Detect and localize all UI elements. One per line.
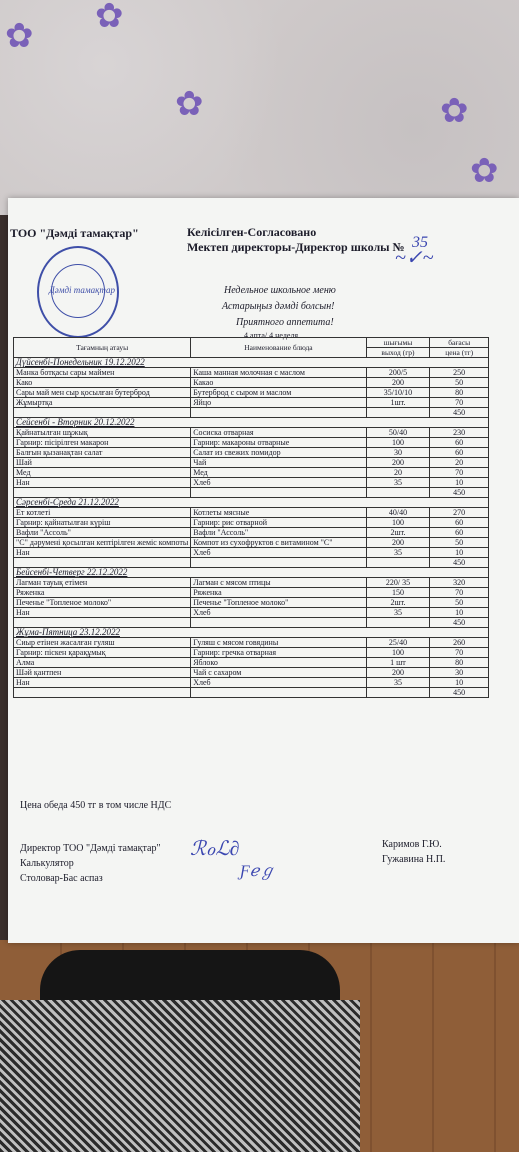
cell-ru-name: Лагман с мясом птицы: [191, 578, 366, 588]
cell-ru-name: Гарнир: гречка отварная: [191, 648, 366, 658]
table-row: [14, 638, 489, 648]
day-header-row: [14, 568, 489, 578]
cell-price: 70: [430, 468, 489, 478]
table-row: [14, 388, 489, 398]
cell-price: 270: [430, 508, 489, 518]
cell-yield: 100: [366, 648, 430, 658]
cell-price: 80: [430, 388, 489, 398]
cell-yield: 35: [366, 548, 430, 558]
cell-ru-name: [191, 558, 366, 568]
day-title: Бейсенбі-Четверг 22.12.2022: [14, 568, 489, 578]
cell-yield: 50/40: [366, 428, 430, 438]
cell-kz-name: Гарнир: қайнатылған күріш: [14, 518, 191, 528]
director-footer: Директор ТОО "Дәмді тамақтар": [20, 843, 161, 854]
table-row: [14, 428, 489, 438]
cell-kz-name: Печенье "Топленое молоко": [14, 598, 191, 608]
cell-price: 450: [430, 488, 489, 498]
cell-price: 450: [430, 408, 489, 418]
day-title: Жұма-Пятница 23.12.2022: [14, 628, 489, 638]
curtain-background: [0, 0, 519, 215]
table-row: [14, 528, 489, 538]
table-row: [14, 508, 489, 518]
cell-ru-name: Чай с сахаром: [191, 668, 366, 678]
cell-yield: 2шт.: [366, 598, 430, 608]
cell-price: 60: [430, 528, 489, 538]
signature-2: Ƒℯℊ: [240, 863, 276, 880]
cell-kz-name: [14, 558, 191, 568]
table-row: [14, 438, 489, 448]
cell-ru-name: Хлеб: [191, 478, 366, 488]
cell-kz-name: [14, 688, 191, 698]
table-row: [14, 668, 489, 678]
flower-pattern: ✿: [95, 0, 124, 35]
table-row: [14, 598, 489, 608]
table-row: [14, 458, 489, 468]
cell-kz-name: Шәй қантпен: [14, 668, 191, 678]
cell-price: 80: [430, 658, 489, 668]
menu-wish-kz: Астарыңыз дәмді болсын!: [222, 301, 335, 312]
cell-kz-name: Гарнир: піскен қарақұмық: [14, 648, 191, 658]
table-row: [14, 558, 489, 568]
cell-yield: 2шт.: [366, 528, 430, 538]
cell-kz-name: Алма: [14, 658, 191, 668]
menu-table: [13, 337, 489, 698]
director-line: Мектеп директоры-Директор школы №: [187, 240, 405, 254]
cell-ru-name: [191, 618, 366, 628]
cell-ru-name: Печенье "Топленое молоко": [191, 598, 366, 608]
table-row: [14, 548, 489, 558]
table-row: [14, 538, 489, 548]
column-yield-ru: выход (гр): [366, 348, 430, 358]
cook-label: Столовар-Бас аспаз: [20, 873, 103, 884]
price-note: Цена обеда 450 тг в том числе НДС: [20, 800, 172, 811]
cell-ru-name: Яйцо: [191, 398, 366, 408]
cell-price: 260: [430, 638, 489, 648]
week-label: 4 апта/ 4 неделя: [244, 331, 299, 340]
cell-price: 50: [430, 378, 489, 388]
cell-price: 10: [430, 608, 489, 618]
company-stamp: [37, 246, 119, 338]
cell-kz-name: Гарнир: пісірілген макарон: [14, 438, 191, 448]
cell-ru-name: Мед: [191, 468, 366, 478]
signer-name-2: Гужавина Н.П.: [382, 854, 446, 865]
day-header-row: [14, 498, 489, 508]
cell-yield: [366, 688, 430, 698]
cell-yield: 1шт.: [366, 398, 430, 408]
column-ru-name: Наименование блюда: [191, 338, 366, 358]
stamp-text: Дәмді тамақтар: [49, 285, 115, 295]
cell-price: 20: [430, 458, 489, 468]
table-row: [14, 378, 489, 388]
cell-ru-name: Яблоко: [191, 658, 366, 668]
cell-kz-name: [14, 488, 191, 498]
approved-label: Келісілген-Согласовано: [187, 225, 317, 239]
cell-ru-name: Хлеб: [191, 608, 366, 618]
cell-yield: 200: [366, 458, 430, 468]
cell-price: 70: [430, 648, 489, 658]
table-row: [14, 448, 489, 458]
houndstooth-fabric: [0, 1000, 360, 1152]
table-row: [14, 408, 489, 418]
cell-kz-name: Како: [14, 378, 191, 388]
cell-yield: 150: [366, 588, 430, 598]
cell-ru-name: Хлеб: [191, 678, 366, 688]
school-number: 35: [412, 234, 428, 251]
cell-ru-name: Салат из свежих помидор: [191, 448, 366, 458]
cell-yield: 200: [366, 378, 430, 388]
cell-price: 70: [430, 398, 489, 408]
cell-kz-name: [14, 408, 191, 418]
cell-kz-name: Вафли "Ассоль": [14, 528, 191, 538]
cell-yield: 100: [366, 438, 430, 448]
cell-ru-name: Гарнир: рис отварной: [191, 518, 366, 528]
cell-ru-name: [191, 688, 366, 698]
cell-ru-name: [191, 408, 366, 418]
cell-ru-name: Каша манная молочная с маслом: [191, 368, 366, 378]
cell-price: 320: [430, 578, 489, 588]
cell-kz-name: Сары май мен сыр қосылған бутерброд: [14, 388, 191, 398]
cell-kz-name: Нан: [14, 478, 191, 488]
cell-kz-name: Нан: [14, 678, 191, 688]
cell-kz-name: Манка ботқасы сары маймен: [14, 368, 191, 378]
cell-ru-name: Котлеты мясные: [191, 508, 366, 518]
cell-ru-name: Ряженка: [191, 588, 366, 598]
table-row: [14, 658, 489, 668]
day-title: Дүйсенбі-Понедельник 19.12.2022: [14, 358, 489, 368]
cell-price: 60: [430, 448, 489, 458]
cell-kz-name: Ет котлеті: [14, 508, 191, 518]
flower-pattern: ✿: [470, 153, 499, 190]
column-yield-kz: шығымы: [366, 338, 430, 348]
table-row: [14, 618, 489, 628]
cell-ru-name: Чай: [191, 458, 366, 468]
cell-kz-name: [14, 618, 191, 628]
cell-yield: 200: [366, 668, 430, 678]
flower-pattern: ✿: [175, 86, 204, 123]
day-title: Сейсенбі - Вторник 20.12.2022: [14, 418, 489, 428]
table-row: [14, 468, 489, 478]
table-row: [14, 648, 489, 658]
cell-price: 10: [430, 478, 489, 488]
cell-yield: 220/ 35: [366, 578, 430, 588]
cell-yield: 200/5: [366, 368, 430, 378]
cell-yield: [366, 618, 430, 628]
company-name: ТОО "Дәмді тамақтар": [10, 226, 139, 240]
cell-kz-name: Нан: [14, 548, 191, 558]
column-price-kz: бағасы: [430, 338, 489, 348]
cell-yield: 35: [366, 478, 430, 488]
day-title: Сәрсенбі-Среда 21.12.2022: [14, 498, 489, 508]
day-header-row: [14, 418, 489, 428]
cell-ru-name: Какао: [191, 378, 366, 388]
column-kz-name: Тағамның атауы: [14, 338, 191, 358]
cell-price: 50: [430, 598, 489, 608]
cell-ru-name: Гарнир: макароны отварные: [191, 438, 366, 448]
cell-ru-name: Хлеб: [191, 548, 366, 558]
cell-ru-name: Сосиска отварная: [191, 428, 366, 438]
cell-yield: 200: [366, 538, 430, 548]
cell-kz-name: Қайнатылған шұжық: [14, 428, 191, 438]
cell-kz-name: Сиыр етінен жасалған гуляш: [14, 638, 191, 648]
cell-ru-name: Гуляш с мясом говядины: [191, 638, 366, 648]
cell-kz-name: Мед: [14, 468, 191, 478]
cell-price: 50: [430, 538, 489, 548]
cell-ru-name: Компот из сухофруктов с витамином "С": [191, 538, 366, 548]
calculator-label: Калькулятор: [20, 858, 74, 869]
cell-yield: 35/10/10: [366, 388, 430, 398]
cell-price: 70: [430, 588, 489, 598]
cell-yield: 30: [366, 448, 430, 458]
cell-kz-name: Лагман тауық етімен: [14, 578, 191, 588]
cell-price: 450: [430, 618, 489, 628]
cell-kz-name: Балғын қызанақтан салат: [14, 448, 191, 458]
cell-yield: 40/40: [366, 508, 430, 518]
cell-yield: 20: [366, 468, 430, 478]
cell-price: 10: [430, 548, 489, 558]
table-row: [14, 578, 489, 588]
cell-kz-name: "С" дәрумені қосылған кептірілген жеміс компоты: [14, 538, 191, 548]
table-row: [14, 688, 489, 698]
cell-price: 60: [430, 438, 489, 448]
cell-kz-name: Шай: [14, 458, 191, 468]
flower-pattern: ✿: [440, 93, 469, 130]
signature-1: ℛℴℒ∂: [190, 838, 240, 860]
cell-kz-name: Нан: [14, 608, 191, 618]
cell-yield: 100: [366, 518, 430, 528]
table-row: [14, 608, 489, 618]
cell-yield: 25/40: [366, 638, 430, 648]
flower-pattern: ✿: [5, 18, 34, 55]
cell-ru-name: [191, 488, 366, 498]
cell-yield: 35: [366, 608, 430, 618]
cell-ru-name: Бутерброд с сыром и маслом: [191, 388, 366, 398]
table-row: [14, 478, 489, 488]
cell-price: 10: [430, 678, 489, 688]
table-header-row: [14, 338, 489, 348]
cell-price: 250: [430, 368, 489, 378]
menu-title: Недельное школьное меню: [224, 285, 336, 296]
cell-yield: [366, 408, 430, 418]
table-row: [14, 678, 489, 688]
table-row: [14, 588, 489, 598]
menu-wish-ru: Приятного аппетита!: [236, 317, 334, 328]
column-price-ru: цена (тг): [430, 348, 489, 358]
cell-kz-name: Ряженка: [14, 588, 191, 598]
table-row: [14, 368, 489, 378]
cell-yield: 35: [366, 678, 430, 688]
cell-yield: 1 шт: [366, 658, 430, 668]
cell-ru-name: Вафли "Ассоль": [191, 528, 366, 538]
day-header-row: [14, 358, 489, 368]
cell-price: 450: [430, 688, 489, 698]
day-header-row: [14, 628, 489, 638]
cell-price: 230: [430, 428, 489, 438]
table-row: [14, 488, 489, 498]
table-row: [14, 398, 489, 408]
cell-price: 450: [430, 558, 489, 568]
cell-yield: [366, 558, 430, 568]
director-signature: ~✓~: [395, 247, 434, 269]
table-row: [14, 518, 489, 528]
cell-yield: [366, 488, 430, 498]
cell-kz-name: Жұмыртқа: [14, 398, 191, 408]
signer-name-1: Каримов Г.Ю.: [382, 839, 442, 850]
cell-price: 30: [430, 668, 489, 678]
cell-price: 60: [430, 518, 489, 528]
